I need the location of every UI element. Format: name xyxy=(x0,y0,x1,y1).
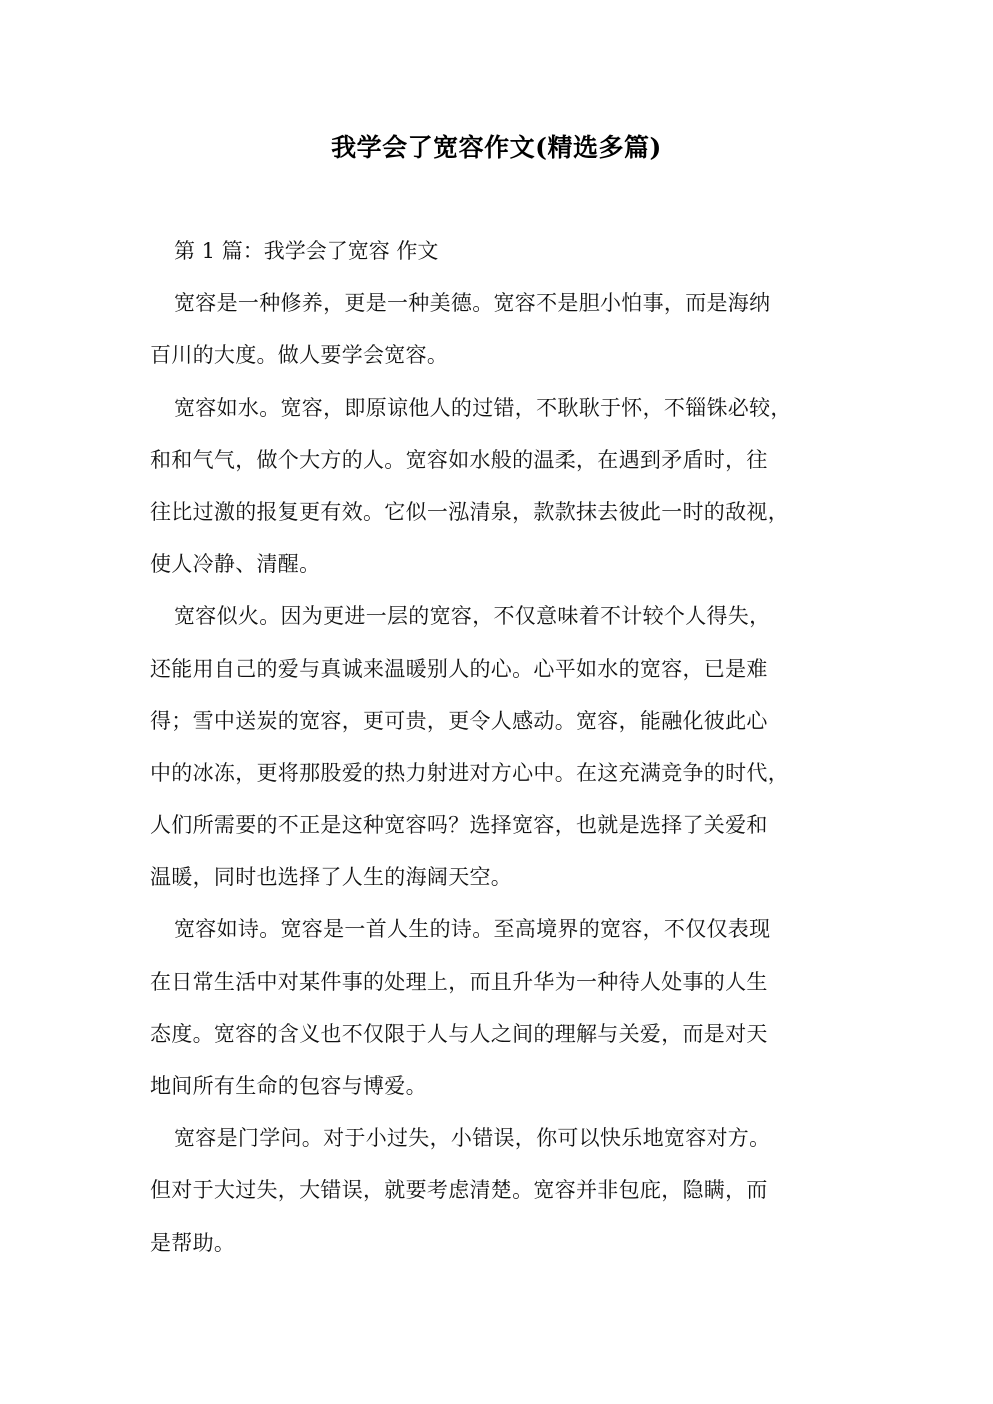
paragraph-line: 宽容似火。因为更进一层的宽容，不仅意味着不计较个人得失， xyxy=(174,604,771,629)
paragraph-line: 得；雪中送炭的宽容，更可贵，更令人感动。宽容，能融化彼此心 xyxy=(150,708,768,733)
paragraph-line: 往比过激的报复更有效。它似一泓清泉，款款抹去彼此一时的敌视， xyxy=(150,499,789,524)
document-title: 我学会了宽容作文(精选多篇) xyxy=(331,133,662,162)
paragraph-line: 还能用自己的爱与真诚来温暖别人的心。心平如水的宽容，已是难 xyxy=(150,656,768,681)
paragraph-line: 宽容是门学问。对于小过失，小错误，你可以快乐地宽容对方。 xyxy=(174,1126,771,1151)
section-heading: 第 1 篇：我学会了宽容 作文 xyxy=(174,239,439,263)
paragraph-line: 在日常生活中对某件事的处理上，而且升华为一种待人处事的人生 xyxy=(150,969,768,994)
paragraph-line: 使人冷静、清醒。 xyxy=(150,552,321,577)
paragraph-line: 宽容如水。宽容，即原谅他人的过错，不耿耿于怀，不锱铢必较， xyxy=(174,395,792,420)
paragraph-line: 百川的大度。做人要学会宽容。 xyxy=(150,343,449,368)
paragraph-line: 宽容如诗。宽容是一首人生的诗。至高境界的宽容，不仅仅表现 xyxy=(174,917,771,942)
document-body xyxy=(150,230,834,1274)
paragraph-line: 但对于大过失，大错误，就要考虑清楚。宽容并非包庇，隐瞒，而 xyxy=(150,1178,768,1203)
paragraph-line: 地间所有生命的包容与博爱。 xyxy=(150,1074,427,1098)
paragraph-line: 中的冰冻，更将那股爱的热力射进对方心中。在这充满竞争的时代， xyxy=(150,760,789,785)
paragraph-line: 宽容是一种修养，更是一种美德。宽容不是胆小怕事，而是海纳 xyxy=(174,291,771,316)
paragraph-line: 态度。宽容的含义也不仅限于人与人之间的理解与关爱，而是对天 xyxy=(150,1021,768,1046)
paragraph-line: 和和气气，做个大方的人。宽容如水般的温柔，在遇到矛盾时，往 xyxy=(150,447,768,472)
paragraph-line: 温暖，同时也选择了人生的海阔天空。 xyxy=(150,865,513,890)
paragraph-line: 人们所需要的不正是这种宽容吗？选择宽容，也就是选择了关爱和 xyxy=(150,813,768,838)
paragraph-line: 是帮助。 xyxy=(150,1230,236,1255)
